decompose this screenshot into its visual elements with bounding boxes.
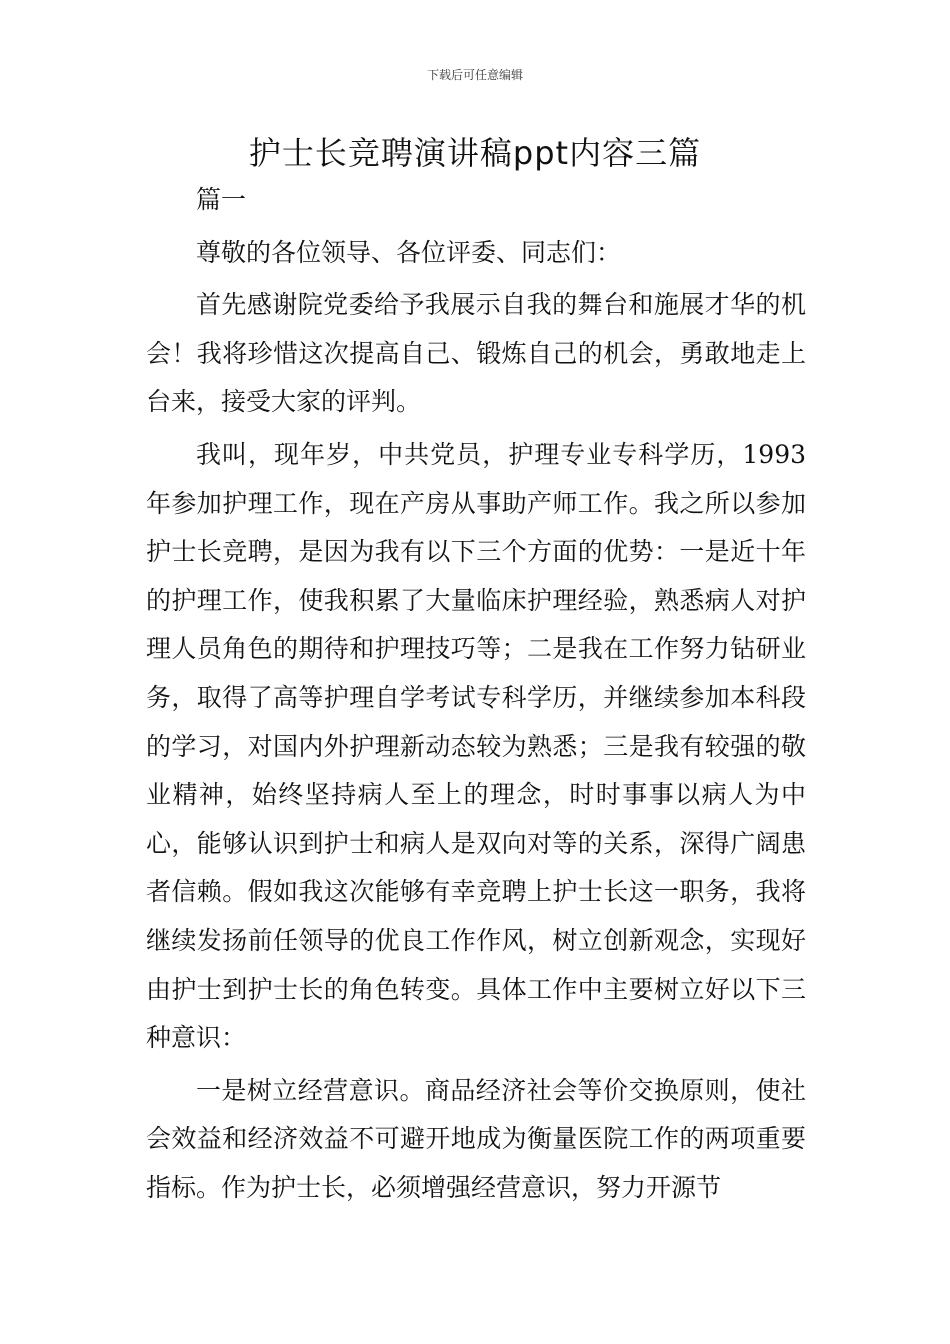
header-note: 下载后可任意编辑	[426, 68, 523, 82]
greeting: 尊敬的各位领导、各位评委、同志们：	[196, 237, 622, 267]
section-heading: 篇一	[196, 185, 247, 214]
paragraph-3: 一是树立经营意识。商品经济社会等价交换原则，使社会效益和经济效益不可避开地成为衡量医院工作的两项重要指标。作为护士长，必须增强经营意识，努力开源节	[146, 1075, 806, 1202]
paragraph-2: 我叫，现年岁，中共党员，护理专业专科学历，1993年参加护理工作，现在产房从事助产师工作。我之所以参加护士长竞聘，是因为我有以下三个方面的优势：一是近十年的护理工作，使我积累了大量临床护理经验，熟悉病人对护理人员角色的期待和护理技巧等；二是我在工作努力钻研业务，取得了高等护理自学考试专科学历，并继续参加本科段的学习，对国内外护理新动态较为熟悉；三是我有较强的敬业精神，始终坚持病人至上的理念，时时事事以病人为中心，能够认识到护士和病人是双向对等的关系，深得广阔患者信赖。假如我这次能够有幸竞聘上护士长这一职务，我将继续发扬前任领导的优良工作作风，树立创新观念，实现好由护士到护士长的角色转变。具体工作中主要树立好以下三种意识：	[146, 439, 806, 1053]
document-body	[146, 176, 806, 1212]
document-title: 护士长竞聘演讲稿ppt内容三篇	[248, 134, 702, 172]
paragraph-1: 首先感谢院党委给予我展示自我的舞台和施展才华的机会！我将珍惜这次提高自己、锻炼自己的机会，勇敢地走上台来，接受大家的评判。	[146, 290, 806, 417]
